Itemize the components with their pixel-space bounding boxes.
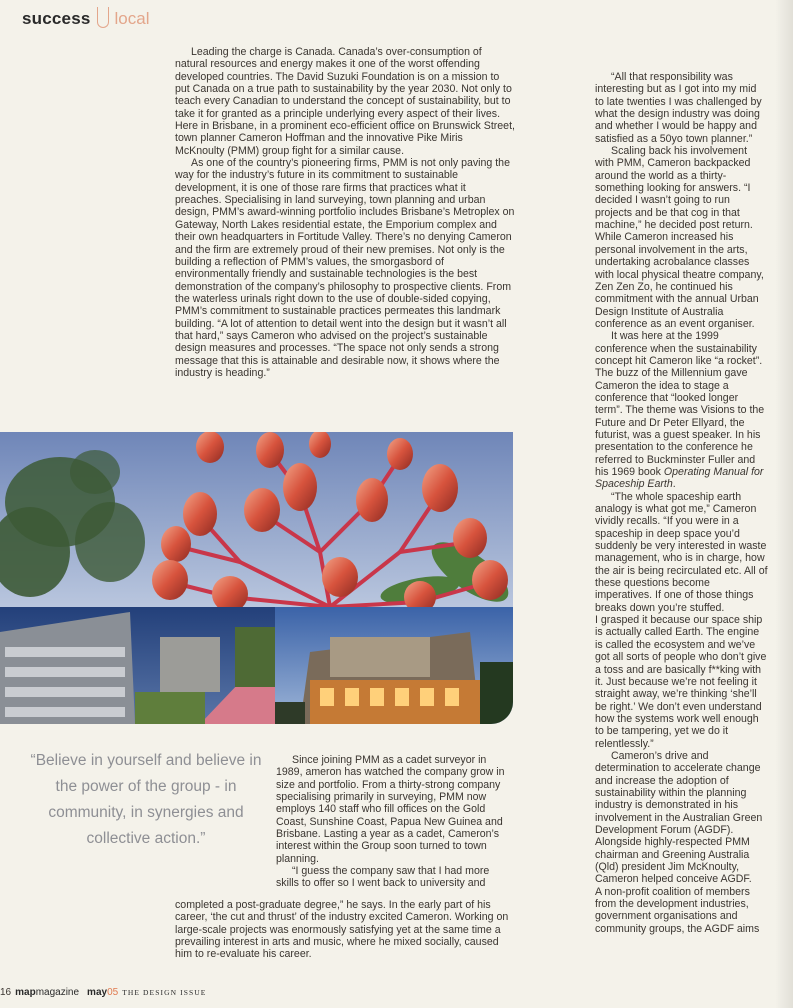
article-text: . — [672, 478, 676, 491]
section-subtitle: local — [114, 9, 150, 28]
pull-quote-text: “Believe in yourself and believe in the power of the group - in community, in synergies and collective action.” — [30, 752, 262, 847]
book-title: Operating Manual for Spaceship Earth — [595, 466, 764, 491]
article-paragraph: Scaling back his involvement with PMM, Cameron backpacked around the world as a thirty-something looking for answers. “I decided I wasn’t going to run projects and be that cog in that machine,” he decided post return. While Cameron increased his personal involvement in the arts, undertaking acrobalance classes with local physical theatre company, Zen Zen Zo, he continued his commitment with the annual Urban Design Institute of Australia conference as an event organiser. — [595, 145, 764, 330]
article-paragraph: “The whole spaceship earth analogy is what got me,” Cameron vividly recalls. “If you were in a spaceship in deep space you’d suddenly be very interested in waste management, who is in charge, how the air is being recirculated etc. All of these questions become imperatives. If one of those things breaks down you’re stuffed. — [595, 490, 768, 614]
issue-month: may — [87, 987, 108, 998]
article-paragraph: As one of the country’s pioneering firms, PMM is not only paving the way for the industry’s future in its commitment to sustainable development, it is one of those rare firms that practices what it preaches. Specialising in land surveying, town planning and urban design, PMM’s award-winning portfolio includes Brisbane’s Metroplex on Gateway, North Lakes residential estate, the Emporium complex and their own headquarters in Fortitude Valley. There’s no denying Cameron and the firm are extremely proud of their new premises. Not only is the building a reflection of PMM’s values, the smorgasbord of environmentally friendly and sustainable technologies is the best demonstration of the company’s philosophy to prospective clients. From the waterless urinals right down to the use of double-sided copying, PMM’s commitment to sustainable practices permeates this landmark building. “A lot of attention to detail went into the design but it wasn’t all that hard,” says Cameron who advised on the project’s sustainable design measures and processes. “The space not only sends a strong message that this is attainable and desirable now, it shows where the industry is heading.” — [175, 157, 515, 379]
article-paragraph: “I guess the company saw that I had more skills to offer so I went back to university and — [276, 865, 490, 890]
article-column-top — [175, 46, 515, 379]
header-divider-icon — [97, 7, 109, 28]
section-title: success — [22, 9, 91, 28]
article-column-right — [595, 71, 768, 935]
article-text: It was here at the 1999 conference when the sustainability concept hit Cameron like “a rocket”. The buzz of the Millennium gave Cameron the idea to stage a conference that “looked longer term”. The theme was Visions to the Future and Dr Peter Ellyard, the futurist, was a guest speaker. In his presentation to the conference he referred to Buckminster Fuller and his 1969 book — [595, 330, 765, 478]
article-column-bottom-wide — [175, 899, 512, 961]
issue-year: 05 — [107, 987, 119, 998]
section-header — [22, 6, 149, 32]
magazine-name: magazine — [35, 987, 80, 998]
photo-collage-art — [0, 432, 513, 724]
article-paragraph: Since joining PMM as a cadet surveyor in 1989, ameron has watched the company grow in size and portfolio. From a thirty-strong company specialising primarily in surveying, PMM now employs 140 staff who fill offices on the Gold Coast, Sunshine Coast, Papua New Guinea and Brisbane. Lasting a year as a cadet, Cameron’s interest within the Group soon turned to town planning. — [276, 754, 505, 865]
article-paragraph: Leading the charge is Canada. Canada’s over-consumption of natural resources and energy makes it one of the worst offending developed countries. The David Suzuki Foundation is on a mission to put Canada on a true path to sustainability by the year 2030. Not only to teach every Canadian to understand the concept of sustainability, but to take it for granted as a principle underlying every aspect of their lives. Here in Brisbane, in a prominent eco-efficient office on Brunswick Street, town planner Cameron Hoffman and the innovative Pike Miris McKnoulty (PMM) group fight for a similar cause. — [175, 46, 515, 157]
pull-quote — [30, 748, 262, 852]
magazine-name-bold: map — [15, 987, 36, 998]
article-paragraph: A non-profit coalition of members from the development industries, government organisations and community groups, the AGDF aims — [595, 885, 760, 935]
page-number: 16 — [0, 987, 12, 998]
article-paragraph: Cameron’s drive and determination to accelerate change and increase the adoption of sustainability within the planning industry is demonstrated in his involvement in the Australian Green Development Forum (AGDF). Alongside highly-respected PMM chairman and Greening Australia (Qld) president Jim McKnoulty, Cameron helped conceive AGDF. — [595, 749, 763, 886]
article-column-bottom-narrow — [276, 754, 512, 890]
page-gutter-shade — [775, 0, 793, 1008]
page-footer — [0, 987, 206, 998]
issue-title: THE DESIGN ISSUE — [122, 988, 207, 997]
article-paragraph: I grasped it because our space ship is actually called Earth. The engine is called the ecosystem and we’ve got all sorts of people who don’t give a toss and are basically f**king with it. Just because we’re not feeling it straight away, we’re thinking ‘she’ll be right.’ We don’t even understand how the systems work well enough to be tampering, yet we do it relentlessly.” — [595, 614, 767, 750]
article-paragraph: completed a post-graduate degree,” he says. In the early part of his career, ‘the cut and thrust’ of the industry excited Cameron. Working on large-scale projects was enormously satisfying yet at the same time a prevailing interest in arts and music, where he mixed socially, caused him to re-evaluate his career. — [175, 899, 509, 961]
photo-collage — [0, 432, 513, 724]
article-paragraph — [595, 330, 768, 490]
article-paragraph: “All that responsibility was interesting but as I got into my mid to late twenties I was challenged by what the design industry was doing and whether I would be happy and satisfied as a 50yo town planner.” — [595, 71, 762, 145]
